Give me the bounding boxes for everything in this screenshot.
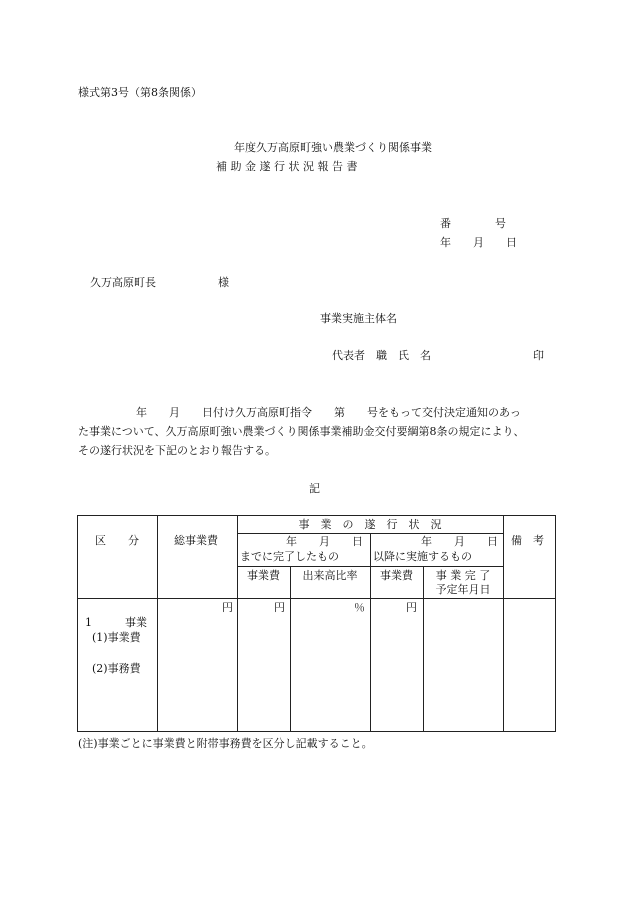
ki-marker: 記 xyxy=(309,482,320,495)
seal-mark: 印 xyxy=(533,349,544,362)
column-header-remarks: 備 考 xyxy=(511,534,544,547)
unit-yen-total: 円 xyxy=(222,601,233,614)
unit-yen-completed: 円 xyxy=(274,601,285,614)
column-header-kubun: 区 分 xyxy=(95,534,139,547)
row-label-project: 1 事業 xyxy=(85,616,147,629)
subheader-cost-completed: 事業費 xyxy=(247,569,280,582)
body-line-2: た事業について、久万高原町強い農業づくり関係事業補助金交付要綱第8条の規定により、 xyxy=(78,425,525,438)
subheader-completion-line2: 予定年月日 xyxy=(435,583,491,596)
document-date-label: 年 月 日 xyxy=(440,236,517,249)
document-number-label: 番 号 xyxy=(440,217,506,230)
recipient-name: 久万高原町長 xyxy=(90,276,156,289)
subheader-progress-ratio: 出来高比率 xyxy=(302,569,358,582)
title-line2: 補 助 金 遂 行 状 況 報 告 書 xyxy=(216,160,358,173)
row-label-admin-cost: (2)事務費 xyxy=(92,662,141,675)
title-line1: 年度久万高原町強い農業づくり関係事業 xyxy=(234,141,432,154)
body-line-1: 年 月 日付け久万高原町指令 第 号をもって交付決定通知のあっ xyxy=(136,406,521,419)
completed-date-label: 年 月 日 xyxy=(286,535,363,548)
form-number: 様式第3号（第8条関係） xyxy=(78,86,202,99)
subheader-cost-future: 事業費 xyxy=(380,569,413,582)
future-date-label: 年 月 日 xyxy=(421,535,498,548)
unit-yen-future: 円 xyxy=(406,601,417,614)
row-label-project-cost: (1)事業費 xyxy=(92,631,141,644)
representative-label: 代表者 職 氏 名 xyxy=(332,349,431,362)
column-header-progress: 事 業 の 遂 行 状 況 xyxy=(298,518,442,531)
future-label: 以降に実施するもの xyxy=(373,550,472,563)
subheader-completion-line1: 事 業 完 了 xyxy=(435,569,491,582)
unit-percent: ％ xyxy=(354,601,365,614)
implementing-entity-label: 事業実施主体名 xyxy=(320,312,397,325)
body-line-3: その遂行状況を下記のとおり報告する。 xyxy=(78,444,276,457)
footnote: (注)事業ごとに事業費と附帯事務費を区分し記載すること。 xyxy=(78,737,373,750)
recipient-honorific: 様 xyxy=(218,276,229,289)
column-header-total-cost: 総事業費 xyxy=(174,534,218,547)
completed-label: までに完了したもの xyxy=(240,550,339,563)
